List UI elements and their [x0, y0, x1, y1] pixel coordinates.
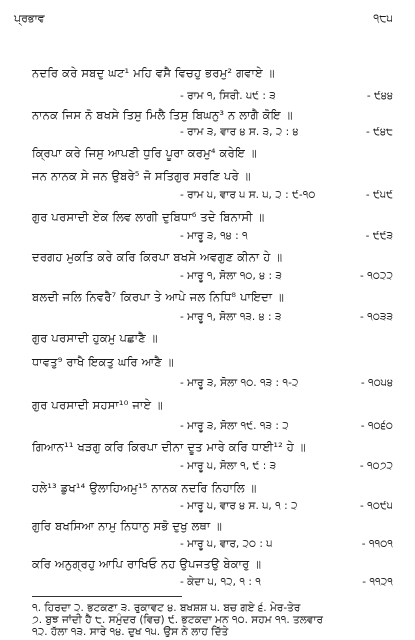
verse-citation: - ਰਾਮ ੧, ਸਿਰੀ. ੫੯ : ੩ — [180, 90, 276, 102]
footnote-line: ੧. ਹਿਰਦਾ ੨. ਭਟਕਣਾ ੩. ਰੁਕਾਵਟ ੪. ਬਖਸ਼ਸ਼ ੫. ਬਚ ਗਏ ੬. ਮੇਰ-ਤੇਰ — [32, 602, 301, 614]
verse-line: ਗਿਆਨ¹¹ ਖੜਗੁ ਕਰਿ ਕਿਰਪਾ ਦੀਨਾ ਦੂਤ ਮਾਰੇ ਕਰਿ ਧਾਈ¹² ਹੇ ॥ — [32, 440, 306, 454]
verse-line: ਗੁਰ ਪਰਸਾਦੀ ਏਕ ਲਿਵ ਲਾਗੀ ਦੁਬਿਧਾ⁶ ਤਦੇ ਬਿਨਾਸੀ ॥ — [32, 210, 265, 224]
source-page: - ੧੧੦੧ — [361, 538, 393, 550]
verse-line: ਨਦਰਿ ਕਰੇ ਸਬਦੁ ਘਟ¹ ਮਹਿ ਵਸੈ ਵਿਚਹੁ ਭਰਮੁ² ਗਵਾਏ ॥ — [32, 66, 275, 80]
verse-line: ਕ੍ਰਿਪਾ ਕਰੇ ਜਿਸੁ ਆਪਣੀ ਧੁਰਿ ਪੂਰਾ ਕਰਮੁ⁴ ਕਰੇਇ ॥ — [32, 146, 257, 160]
source-page: - ੧੦੬੦ — [360, 420, 393, 432]
footnote-line: ੭. ਬੁਝ ਜਾਂਦੀ ਹੈ ੮. ਸਮੁੰਦਰ (ਵਿਚ) ੯. ਭਟਕਦਾ ਮਨ ੧੦. ਸਹਮ ੧੧. ਤਲਵਾਰ — [32, 614, 323, 626]
footnote-line: ੧੨. ਹੱਲਾ ੧੩. ਸਾਰੇ ੧੪. ਦੁਖ ੧੫. ਉਸ ਨੇ ਲਾਹ ਦਿੱਤੇ — [32, 626, 229, 638]
verse-line: ਗੁਰ ਪਰਸਾਦੀ ਹੁਕਮੁ ਪਛਾਣੈ ॥ — [32, 331, 158, 345]
verse-citation: - ਮਾਰੂ ੧, ਸੋਲਾ ੧੦, ੪ : ੩ — [180, 270, 282, 282]
verse-line: ਦਰਗਹ ਮੁਕਤਿ ਕਰੇ ਕਰਿ ਕਿਰਪਾ ਬਖਸੇ ਅਵਗੁਣ ਕੀਨਾ ਹੇ ॥ — [32, 250, 283, 264]
verse-line: ਧਾਵਤੁ⁹ ਰਾਖੈ ਇਕਤੁ ਘਰਿ ਆਣੈ ॥ — [32, 355, 174, 369]
verse-citation: - ਮਾਰੂ ੧, ਸੋਲਾ ੧੩. ੪ : ੩ — [180, 311, 282, 323]
verse-citation: - ਮਾਰੂ ੫, ਸੋਲਾ ੧, ੯ : ੩ — [180, 460, 277, 472]
source-page: - ੯੪੪ — [366, 90, 393, 102]
source-page: - ੧੦੨੨ — [360, 270, 393, 282]
source-page: - ੯੫੯ — [365, 189, 393, 201]
verse-line: ਕਰਿ ਅਨੁਗ੍ਰਹੁ ਆਪਿ ਰਾਖਿਓ ਨਹ ਉਪਜਤਉ ਬੇਕਾਰੁ ॥ — [32, 557, 262, 571]
footnote-divider — [32, 596, 182, 597]
verse-citation: - ਮਾਰੂ ੩, ਸੋਲਾ ੧੦. ੧੩ : ੧-੨ — [180, 377, 299, 389]
verse-citation: - ਕੇਦਾ ੫, ੧੨, ੧ : ੧ — [180, 576, 261, 588]
verse-citation: - ਮਾਰੂ ੫, ਵਾਰ ੪ ਸ. ੫, ੧ : ੨ — [180, 500, 298, 512]
verse-citation: - ਮਾਰੂ ੩, ਸੋਲਾ ੧੯. ੧੩ : ੨ — [180, 420, 289, 432]
verse-line: ਬਲਦੀ ਜਲਿ ਨਿਵਰੈ⁷ ਕਿਰਪਾ ਤੇ ਆਪੇ ਜਲ ਨਿਧਿ⁸ ਪਾਇਦਾ ॥ — [32, 290, 285, 304]
source-page: - ੯੪੮ — [366, 126, 393, 138]
source-page: - ੧੦੫੪ — [360, 377, 393, 389]
verse-citation: - ਰਾਮ ੩, ਵਾਰ ੪ ਸ. ੩, ੨ : ੪ — [180, 126, 299, 138]
section-title: ਪ੍ਰਭਾਵ — [14, 12, 45, 25]
verse-citation: - ਮਾਰੂ ੫, ਵਾਰ, ੨੦ : ੫ — [180, 538, 273, 550]
verse-line: ਗੁਰ ਪਰਸਾਦੀ ਸਹਸਾ¹⁰ ਜਾਏ ॥ — [32, 398, 164, 412]
verse-line: ਜਨ ਨਾਨਕ ਸੇ ਜਨ ਉਬਰੇ⁵ ਜੋ ਸਤਿਗੁਰ ਸਰਣਿ ਪਰੇ ॥ — [32, 169, 251, 183]
verse-citation: - ਰਾਮ ੫, ਵਾਰ ੫ ਸ. ੫, ੨ : ੯-੧੦ — [180, 189, 316, 201]
page-number: ੧੮੫ — [373, 12, 393, 25]
verse-line: ਨਾਨਕ ਜਿਸ ਨੋ ਬਖਸੇ ਤਿਸੁ ਮਿਲੈ ਤਿਸੁ ਬਿਘਨੁ³ ਨ ਲਾਗੈ ਕੋਇ ॥ — [32, 108, 293, 122]
source-page: - ੧੧੨੧ — [362, 576, 393, 588]
source-page: - ੧੦੩੩ — [360, 311, 393, 323]
verse-line: ਹਲੇ¹³ ਡੁਖ¹⁴ ਉਲਾਹਿਅਮੁ¹⁵ ਨਾਨਕ ਨਦਰਿ ਨਿਹਾਲਿ ॥ — [32, 481, 257, 495]
source-page: - ੧੦੭੨ — [359, 460, 393, 472]
source-page: - ੧੦੯੫ — [360, 500, 393, 512]
verse-line: ਗੁਰਿ ਬਖਸਿਆ ਨਾਮੁ ਨਿਧਾਨੁ ਸਭੋ ਦੁਖੁ ਲਥਾ ॥ — [32, 519, 223, 533]
verse-citation: - ਮਾਰੂ ੩, ੧੪ : ੧ — [180, 230, 248, 242]
source-page: - ੯੯੩ — [365, 230, 393, 242]
